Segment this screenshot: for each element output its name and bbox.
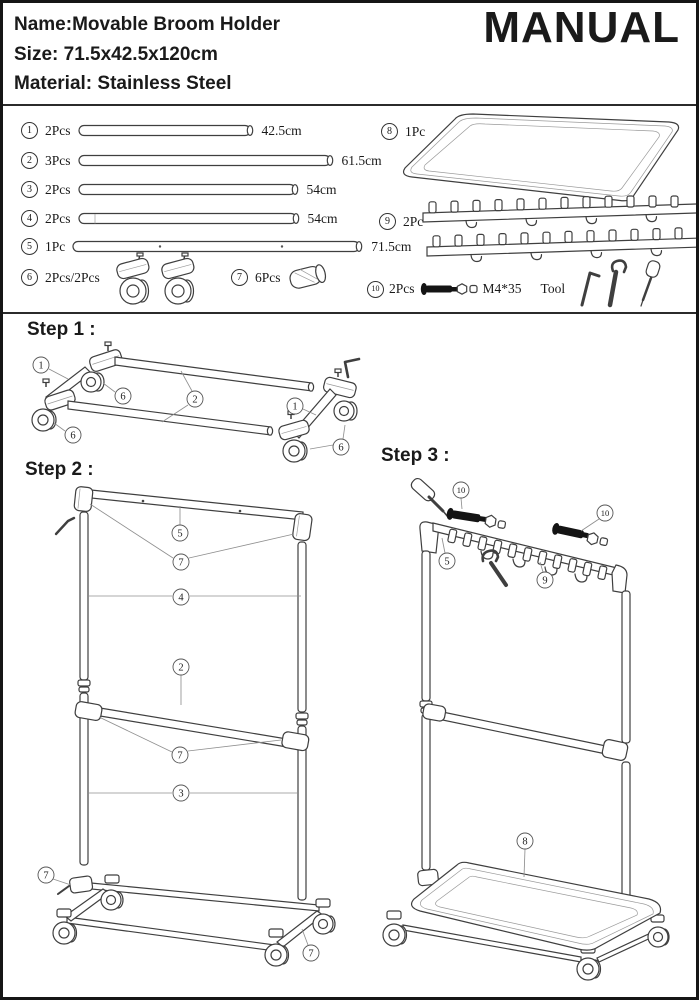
circled-number-3: 3 bbox=[21, 181, 38, 198]
tube-illustration bbox=[78, 212, 301, 225]
step1-title: Step 1 : bbox=[27, 319, 96, 340]
callout-8 bbox=[517, 833, 533, 877]
svg-text:3: 3 bbox=[178, 788, 184, 800]
caster-icon bbox=[115, 253, 150, 304]
part-row-3 bbox=[21, 181, 337, 198]
step2-diagram bbox=[11, 481, 363, 993]
circled-number-7: 7 bbox=[231, 269, 248, 286]
callout-9 bbox=[537, 562, 553, 588]
svg-text:6: 6 bbox=[120, 391, 126, 403]
caster-icon bbox=[160, 253, 195, 304]
callout-6 bbox=[103, 383, 131, 404]
screw-icon bbox=[446, 507, 507, 529]
allen-key-icon bbox=[56, 518, 74, 534]
svg-text:10: 10 bbox=[456, 485, 466, 495]
part-qty: 1Pc bbox=[45, 238, 66, 254]
tools-icon bbox=[569, 259, 679, 309]
circled-number-1: 1 bbox=[21, 122, 38, 139]
part-row-1 bbox=[21, 122, 302, 139]
svg-text:4: 4 bbox=[178, 592, 184, 604]
connector-icon bbox=[283, 257, 331, 297]
part-qty: 3Pcs bbox=[45, 152, 71, 168]
callout-2 bbox=[173, 659, 189, 705]
part-length: 54cm bbox=[306, 181, 337, 197]
svg-text:8: 8 bbox=[522, 836, 528, 848]
part-row-10 bbox=[367, 279, 565, 299]
svg-text:7: 7 bbox=[177, 750, 183, 762]
part-qty: 2Pcs bbox=[45, 122, 71, 138]
tube-illustration bbox=[78, 124, 255, 137]
step3-diagram bbox=[365, 469, 697, 999]
manual-title: MANUAL bbox=[483, 3, 680, 52]
circled-number-6: 6 bbox=[21, 269, 38, 286]
step2-base bbox=[53, 875, 335, 966]
parts-divider bbox=[3, 312, 696, 314]
svg-text:9: 9 bbox=[542, 575, 548, 587]
product-name: Name:Movable Broom Holder bbox=[14, 14, 281, 35]
step2-title: Step 2 : bbox=[25, 459, 94, 480]
part-length: 54cm bbox=[307, 210, 338, 226]
circled-number-8: 8 bbox=[381, 123, 398, 140]
part-qty: 1Pc bbox=[405, 123, 426, 139]
header-divider bbox=[3, 104, 696, 106]
callout-6 bbox=[310, 425, 349, 455]
callout-7 bbox=[302, 929, 319, 961]
allen-key-icon bbox=[345, 359, 359, 377]
wrench-icon bbox=[483, 551, 506, 585]
part-length: 42.5cm bbox=[261, 122, 302, 138]
part-qty: 2Pcs bbox=[45, 210, 71, 226]
svg-text:7: 7 bbox=[178, 557, 184, 569]
callout-1 bbox=[33, 357, 68, 379]
step1-diagram bbox=[18, 341, 363, 473]
clip-strip-icon bbox=[427, 228, 699, 262]
callout-4 bbox=[87, 589, 301, 605]
screwdriver-icon bbox=[409, 477, 448, 517]
part-row-2 bbox=[21, 152, 382, 169]
callout-10 bbox=[581, 505, 613, 531]
part-qty: 2Pcs/2Pcs bbox=[45, 269, 100, 285]
svg-text:7: 7 bbox=[43, 870, 49, 882]
circled-number-2: 2 bbox=[21, 152, 38, 169]
svg-text:5: 5 bbox=[444, 556, 450, 568]
screw-icon bbox=[551, 522, 609, 547]
part-qty: 2Pcs bbox=[45, 181, 71, 197]
circled-number-4: 4 bbox=[21, 210, 38, 227]
screw-icon bbox=[420, 279, 478, 299]
part-row-5 bbox=[21, 238, 411, 255]
callout-6 bbox=[54, 423, 81, 443]
part-length: 61.5cm bbox=[341, 152, 382, 168]
part-row-7 bbox=[231, 269, 281, 286]
callout-10 bbox=[453, 482, 469, 509]
tool-label: Tool bbox=[540, 281, 566, 296]
step3-title: Step 3 : bbox=[381, 445, 450, 466]
svg-text:1: 1 bbox=[38, 360, 44, 372]
callout-5 bbox=[172, 506, 188, 541]
caster-wheels-icon bbox=[103, 253, 208, 311]
part-row-9 bbox=[379, 213, 423, 230]
svg-text:7: 7 bbox=[308, 948, 314, 960]
base-side-assembly-left bbox=[32, 342, 126, 431]
part-qty: 2Pc bbox=[403, 213, 424, 229]
part-length: 71.5cm bbox=[371, 238, 412, 254]
screwdriver-icon bbox=[641, 260, 661, 306]
callout-3 bbox=[87, 785, 299, 801]
wrench-icon bbox=[610, 261, 626, 305]
svg-text:2: 2 bbox=[178, 662, 184, 674]
tube-illustration bbox=[78, 154, 335, 167]
product-material: Material: Stainless Steel bbox=[14, 73, 232, 94]
svg-text:2: 2 bbox=[192, 394, 198, 406]
svg-text:1: 1 bbox=[292, 401, 298, 413]
svg-text:6: 6 bbox=[70, 430, 76, 442]
circled-number-9: 9 bbox=[379, 213, 396, 230]
callout-7 bbox=[38, 867, 71, 885]
svg-text:5: 5 bbox=[177, 528, 183, 540]
part-row-6 bbox=[21, 269, 100, 286]
circled-number-5: 5 bbox=[21, 238, 38, 255]
part-row-4 bbox=[21, 210, 338, 227]
svg-text:6: 6 bbox=[338, 442, 344, 454]
part-qty: 6Pcs bbox=[255, 269, 281, 285]
circled-number-10: 10 bbox=[367, 281, 384, 298]
svg-text:10: 10 bbox=[600, 508, 610, 518]
step2-frame bbox=[56, 486, 313, 900]
part-qty: 2Pcs bbox=[389, 281, 415, 296]
product-size: Size: 71.5x42.5x120cm bbox=[14, 44, 218, 65]
tube-illustration bbox=[78, 183, 300, 196]
tube-illustration bbox=[72, 240, 364, 253]
screw-spec-label: M4*35 bbox=[482, 281, 522, 296]
clip-strip-icon bbox=[423, 196, 697, 228]
allen-key-icon bbox=[582, 273, 599, 305]
